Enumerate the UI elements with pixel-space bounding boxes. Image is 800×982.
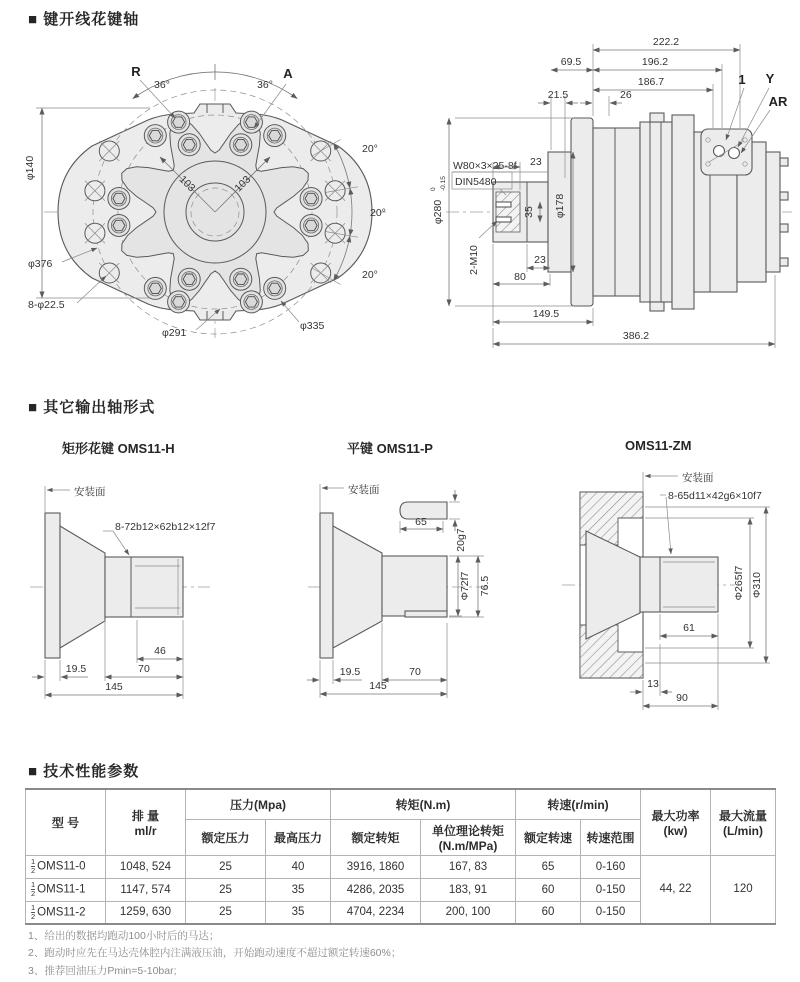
rated-torque-cell: 4704, 2234 <box>331 901 421 924</box>
dim-26: 26 <box>620 89 632 101</box>
label-y-leader <box>738 88 769 147</box>
leader-dia335 <box>281 301 299 322</box>
dim-dia280-tol-lo: -0.15 <box>440 176 447 191</box>
rated-speed-cell: 60 <box>516 878 581 901</box>
label-ar: AR <box>768 94 788 109</box>
col-header-speed-range: 转速范围 <box>581 819 641 855</box>
side-spline-spec: W80×3×25-8f <box>453 160 517 172</box>
h-flange-plate <box>45 513 60 658</box>
dim-20-mid: 20° <box>370 207 386 219</box>
p-dim-145: 145 <box>369 680 387 692</box>
p-mount-face-label: 安装面 <box>348 484 380 496</box>
header-unit-torque-line2: (N.m/MPa) <box>438 838 498 853</box>
col-header-unit-torque <box>421 819 516 855</box>
footnote-2: 2、跑动时应先在马达壳体腔内注满液压油，开始跑动速度不超过额定转速60%； <box>28 947 402 960</box>
footnote-1: 1、给出的数据均跑动100小时后的马达； <box>28 930 220 942</box>
half-fraction: $\frac{1}{2}$ <box>31 880 36 898</box>
side-bottom-bolt <box>650 302 664 311</box>
p-dim-76-5: 76.5 <box>479 575 491 597</box>
col-header-model: 型 号 <box>26 789 106 855</box>
dim-21-5: 21.5 <box>547 89 569 101</box>
zm-dim-90: 90 <box>676 692 688 704</box>
dim-222-2: 222.2 <box>652 36 680 48</box>
rated-torque-cell: 4286, 2035 <box>331 878 421 901</box>
dim-dia280-tol-hi: 0 <box>430 187 437 191</box>
label-y: Y <box>765 71 775 86</box>
dim-35: 35 <box>523 206 535 218</box>
col-header-torque-group: 转矩(N.m) <box>331 789 516 819</box>
model-cell <box>26 878 106 901</box>
table-row <box>26 855 776 878</box>
dim-dia178: φ178 <box>554 193 566 219</box>
half-fraction: $\frac{1}{2}$ <box>31 857 36 875</box>
unit-torque-cell: 200, 100 <box>421 901 516 924</box>
col-header-speed-group: 转速(r/min) <box>516 789 641 819</box>
max-pressure-cell: 40 <box>266 855 331 878</box>
section2-title: ■ 其它输出轴形式 <box>28 399 156 416</box>
p-dim-19-5: 19.5 <box>339 666 361 678</box>
rated-torque-cell: 3916, 1860 <box>331 855 421 878</box>
dim-dia291: φ291 <box>162 327 187 339</box>
col-header-pressure-group: 压力(Mpa) <box>186 789 331 819</box>
parameter-table <box>25 788 776 925</box>
col-header-rated-pressure: 额定压力 <box>186 819 266 855</box>
footnote-3: 3、推荐回油压力Pmin=5-10bar; <box>28 964 177 977</box>
speed-range-cell: 0-150 <box>581 901 641 924</box>
h-spline-spec: 8-72b12×62b12×12f7 <box>115 521 216 533</box>
dim-20-top: 20° <box>362 143 378 155</box>
p-dim-65: 65 <box>415 516 427 528</box>
header-power-line1: 最大功率 <box>651 808 700 823</box>
p-keyway-step <box>405 611 447 617</box>
dim-103-right: 103 <box>232 173 254 195</box>
side-m10-hole-bottom <box>496 217 511 222</box>
max-pressure-cell: 35 <box>266 878 331 901</box>
label-1: 1 <box>738 72 746 87</box>
header-disp-line1: 排 量 <box>131 808 160 823</box>
section3-title: ■ 技术性能参数 <box>28 763 140 780</box>
disp-cell: 1048, 524 <box>106 855 186 878</box>
front-view <box>24 64 386 339</box>
zm-mount-face-label: 安装面 <box>682 472 714 484</box>
model-name: OMS11-0 <box>37 860 86 873</box>
disp-cell: 1259, 630 <box>106 901 186 924</box>
shaft-h-title: 矩形花键 OMS11-H <box>62 441 175 456</box>
leader-8holes <box>77 276 106 303</box>
side-end-cover <box>766 152 780 272</box>
dim-69-5: 69.5 <box>560 56 582 68</box>
side-flange-280 <box>571 118 593 306</box>
rated-speed-cell: 65 <box>516 855 581 878</box>
side-spline-std: DIN5480 <box>455 176 497 188</box>
speed-range-cell: 0-160 <box>581 855 641 878</box>
shaft-zm-drawing <box>562 471 770 710</box>
p-shaft <box>382 556 447 616</box>
dim-23-top: 23 <box>530 156 542 168</box>
p-key-spec: 20g7 <box>455 528 467 552</box>
col-header-max-flow <box>711 789 776 855</box>
unit-torque-cell: 167, 83 <box>421 855 516 878</box>
disp-cell: 1147, 574 <box>106 878 186 901</box>
h-dim-46: 46 <box>154 645 166 657</box>
side-thread-2m10: 2-M10 <box>468 245 480 275</box>
zm-dim-13: 13 <box>647 678 659 690</box>
h-cone <box>60 526 105 648</box>
shaft-p-title: 平键 OMS11-P <box>347 441 433 456</box>
side-view <box>430 36 792 348</box>
header-unit-torque-line1: 单位理论转矩 <box>432 823 505 838</box>
dim-36-left: 36° <box>154 79 170 91</box>
shaft-zm-title: OMS11-ZM <box>625 438 692 453</box>
speed-range-cell: 0-150 <box>581 878 641 901</box>
shaft-p-drawing <box>307 483 491 698</box>
parameter-table-wrap <box>25 788 776 925</box>
label-a: A <box>283 66 293 81</box>
side-shaft-spline <box>496 192 520 232</box>
side-disc <box>672 115 694 309</box>
model-cell <box>26 901 106 924</box>
rated-speed-cell: 60 <box>516 901 581 924</box>
dim-dia280: φ280 <box>432 199 444 225</box>
h-dim-70: 70 <box>138 663 150 675</box>
h-mount-face-label: 安装面 <box>74 486 106 498</box>
zm-spec-leader <box>666 497 671 554</box>
zm-dim-265: Φ265f7 <box>733 565 745 601</box>
header-disp-line2: ml/r <box>134 823 157 838</box>
dim-dia140: φ140 <box>24 155 36 181</box>
max-power-cell: 44, 22 <box>641 855 711 924</box>
dim-386-2: 386.2 <box>622 330 650 342</box>
max-pressure-cell: 35 <box>266 901 331 924</box>
rated-pressure-cell: 25 <box>186 878 266 901</box>
header-flow-line2: (L/min) <box>723 823 764 838</box>
rated-pressure-cell: 25 <box>186 855 266 878</box>
header-power-line2: (kw) <box>663 823 688 838</box>
shaft-h-drawing <box>30 485 216 699</box>
unit-torque-cell: 183, 91 <box>421 878 516 901</box>
col-header-max-pressure: 最高压力 <box>266 819 331 855</box>
col-header-rated-speed: 额定转速 <box>516 819 581 855</box>
half-fraction: $\frac{1}{2}$ <box>31 902 36 921</box>
side-m10-hole-top <box>496 202 511 207</box>
col-header-max-power <box>641 789 711 855</box>
dim-103-left: 103 <box>176 173 198 195</box>
zm-dim-61: 61 <box>683 622 695 634</box>
p-dim-70: 70 <box>409 666 421 678</box>
dim-36-right: 36° <box>257 79 273 91</box>
dim-20-bottom: 20° <box>362 269 378 281</box>
side-housing-a <box>593 128 640 296</box>
dim-80: 80 <box>514 271 526 283</box>
side-cam-section <box>640 122 672 302</box>
zm-dim-310: Φ310 <box>751 572 763 598</box>
h-dim-145: 145 <box>105 681 123 693</box>
footnotes <box>28 928 401 980</box>
dim-196-2: 196.2 <box>641 56 669 68</box>
dim-dia376: φ376 <box>28 258 53 270</box>
model-name: OMS11-2 <box>37 906 86 919</box>
dim-8holes: 8-φ22.5 <box>28 299 65 311</box>
p-flange-plate <box>320 513 333 658</box>
rated-pressure-cell: 25 <box>186 901 266 924</box>
zm-shaft <box>640 557 718 612</box>
side-top-bolt <box>650 113 664 122</box>
label-r: R <box>131 64 141 79</box>
col-header-rated-torque: 额定转矩 <box>331 819 421 855</box>
dim-dia335: φ335 <box>300 320 325 332</box>
dim-186-7: 186.7 <box>637 76 665 88</box>
model-cell <box>26 855 106 878</box>
p-dim-dia72: Φ72f7 <box>459 571 471 601</box>
p-cone <box>333 526 382 648</box>
dim-280-group <box>430 176 447 224</box>
col-header-displacement <box>106 789 186 855</box>
h-spec-leader <box>113 531 129 555</box>
dim-23-bot: 23 <box>534 254 546 266</box>
header-flow-line1: 最大流量 <box>719 808 768 823</box>
side-port-boss <box>701 129 752 175</box>
h-dim-19-5: 19.5 <box>65 663 87 675</box>
section1-title: ■ 键开线花键轴 <box>28 11 140 28</box>
max-flow-cell: 120 <box>711 855 776 924</box>
model-name: OMS11-1 <box>37 883 86 896</box>
zm-spline-spec: 8-65d11×42g6×10f7 <box>668 490 762 502</box>
dim-149-5: 149.5 <box>532 308 560 320</box>
